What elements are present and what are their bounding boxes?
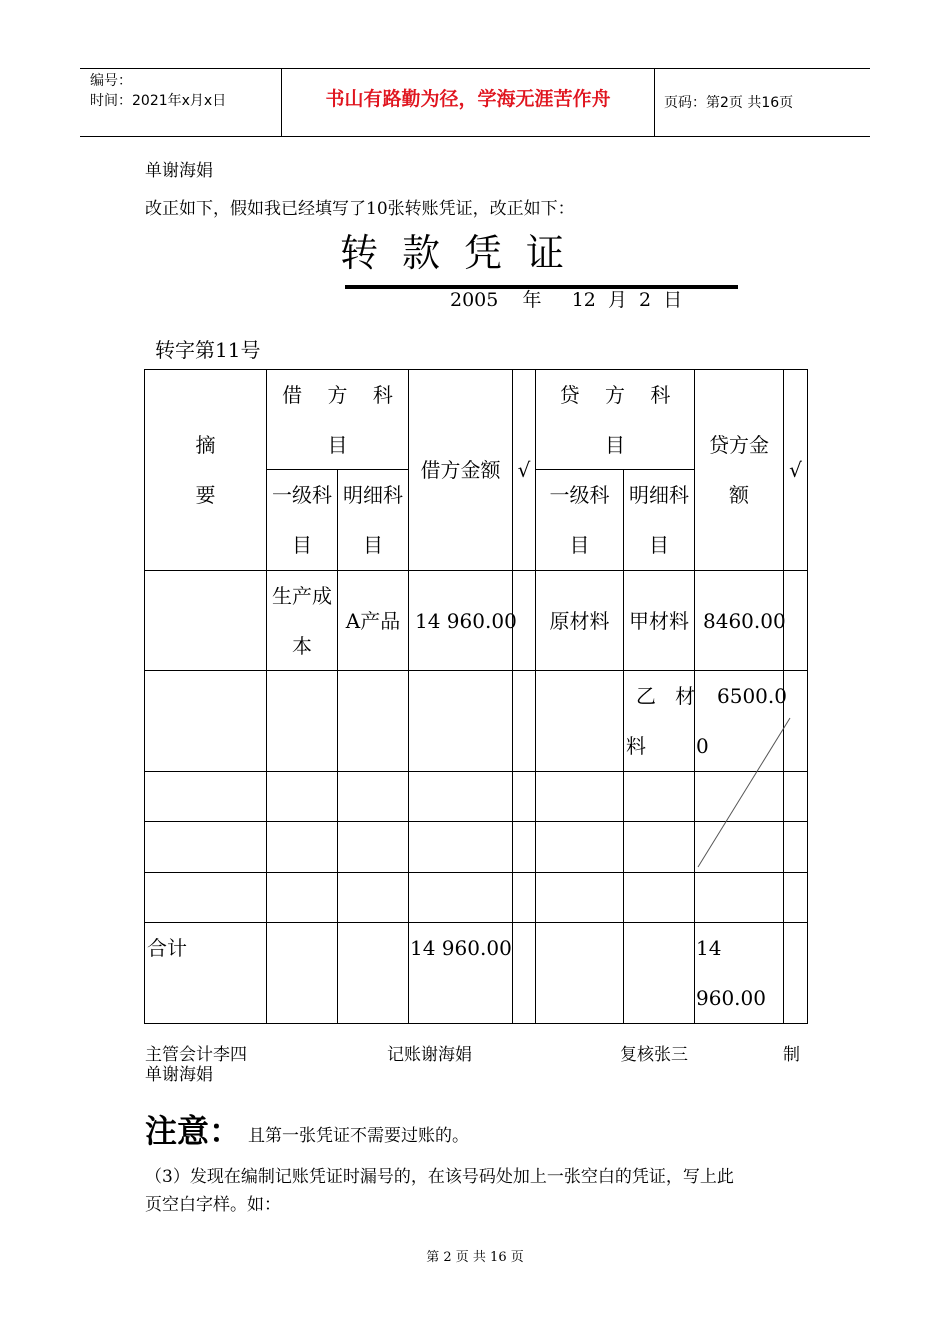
total-credit: 14 960.00 [696,936,766,1010]
table-cell: A产品 [345,608,401,633]
header-meta [90,71,226,111]
time-label: 时间：2021年x月x日 [90,93,227,109]
signature-bookkeeper: 记账谢海娟 [387,1045,472,1065]
table-cell: 14 960.00 [415,608,517,633]
header-page-info: 页码：第2页 共16页 [664,95,794,111]
check-header: √ [789,458,802,482]
total-label: 合计 [147,936,187,960]
header-bottom-rule [80,136,870,137]
header-top-rule [80,68,870,69]
signature-maker: 制 [783,1045,800,1065]
table-cell: 6500.0 0 [696,684,787,758]
signature-supervisor: 主管会计李四 [145,1045,247,1065]
debit-amount-header: 借方金额 [420,458,501,482]
body-line: 单谢海娟 [145,161,213,181]
header-divider [654,68,655,136]
debit-detail-header: 明细科 目 [343,483,403,557]
paragraph-line: 页空白字样。如： [145,1195,281,1215]
table-cell: 甲材料 [629,608,689,633]
voucher-title: 转款凭证 [340,231,589,275]
voucher-number: 转字第11号 [155,338,261,362]
summary-header: 摘 要 [195,433,216,507]
credit-amount-header: 贷方金 额 [709,433,769,507]
table-cell: 原材料 [549,608,610,633]
note-heading: 注意： [145,1112,242,1150]
table-cell: 乙 材 料 [626,684,696,758]
signature-reviewer: 复核张三 [620,1045,688,1065]
header-motto: 书山有路勤为径，学海无涯苦作舟 [325,88,611,110]
total-debit: 14 960.00 [410,936,512,960]
page-footer: 第 2 页 共 16 页 [426,1250,524,1265]
number-label: 编号： [90,73,132,89]
debit-account-header: 借 方 科 目 [282,382,393,457]
table-cell: 8460.00 [703,608,786,633]
voucher-date: 2005 年 12 月 2 日 [450,289,683,311]
debit-level1-header: 一级科 目 [272,483,332,557]
note-text: 且第一张凭证不需要过账的。 [248,1126,469,1146]
table-cell: 生产成 本 [272,583,332,658]
paragraph-line: （3）发现在编制记账凭证时漏号的，在该号码处加上一张空白的凭证，写上此 [145,1167,734,1187]
signature-maker-name: 单谢海娟 [145,1065,213,1085]
body-line: 改正如下，假如我已经填写了10张转账凭证，改正如下： [145,199,575,219]
credit-level1-header: 一级科 目 [549,483,610,557]
check-header: √ [517,458,531,482]
credit-account-header: 贷 方 科 目 [559,382,671,457]
credit-detail-header: 明细科 目 [629,483,689,557]
